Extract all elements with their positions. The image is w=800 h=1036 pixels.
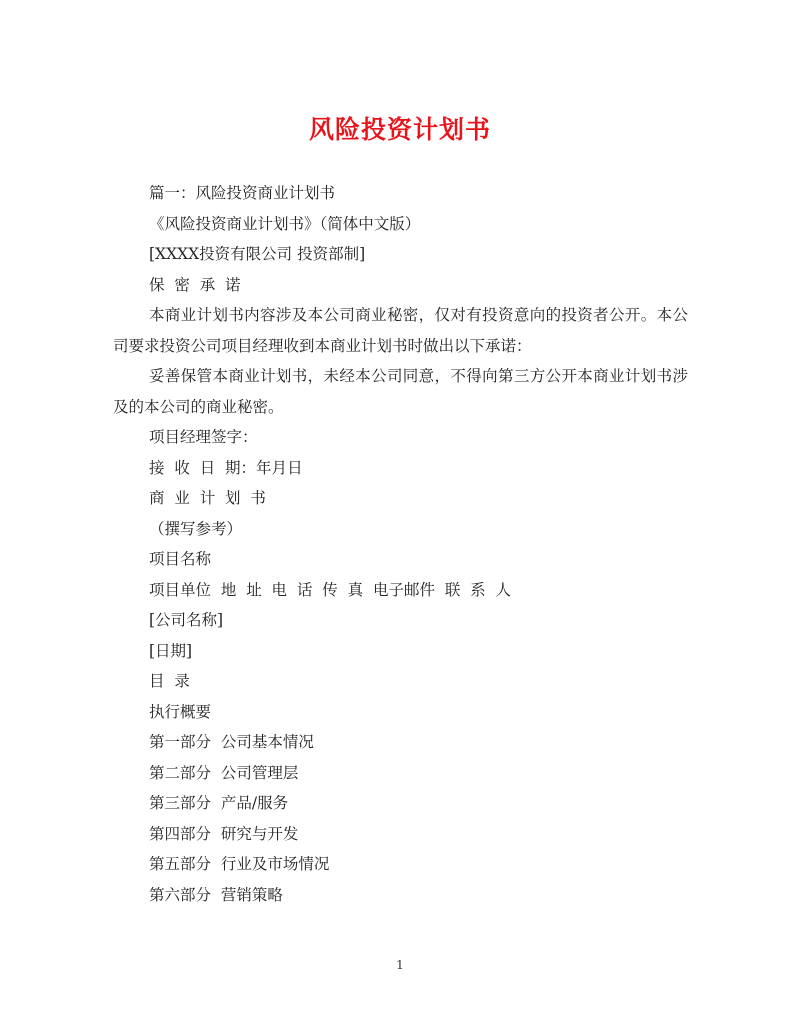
paragraph-confidentiality-text: 本商业计划书内容涉及本公司商业秘密，仅对有投资意向的投资者公开。本公司要求投资公司项目经理收到本商业计划书时做出以下承诺： bbox=[113, 306, 688, 355]
toc-item-part-6: 第六部分 营销策略 bbox=[149, 885, 283, 904]
paragraph-section-heading: 篇一：风险投资商业计划书 bbox=[149, 184, 336, 202]
paragraph-writing-reference: （撰写参考） bbox=[149, 519, 243, 538]
toc-item-part-5: 第五部分 行业及市场情况 bbox=[149, 855, 330, 873]
paragraph-book-title: 《风险投资商业计划书》（简体中文版） bbox=[149, 214, 421, 233]
page-title: 风险投资计划书 bbox=[308, 115, 491, 144]
paragraph-confidentiality-heading: 保 密 承 诺 bbox=[149, 275, 241, 294]
paragraph-manager-signature: 项目经理签字： bbox=[149, 428, 258, 446]
page-number: 1 bbox=[396, 958, 404, 972]
paragraph-plan-heading: 商 业 计 划 书 bbox=[149, 489, 266, 507]
paragraph-company-name: [公司名称] bbox=[149, 611, 224, 629]
paragraph-project-name: 项目名称 bbox=[149, 550, 212, 568]
document-body bbox=[113, 178, 688, 910]
toc-item-part-4: 第四部分 研究与开发 bbox=[149, 824, 299, 843]
toc-item-part-3: 第三部分 产品/服务 bbox=[149, 794, 289, 812]
paragraph-receipt-date: 接 收 日 期：年月日 bbox=[149, 458, 303, 477]
toc-item-part-2: 第二部分 公司管理层 bbox=[149, 763, 299, 782]
toc-item-part-1: 第一部分 公司基本情况 bbox=[149, 733, 314, 751]
paragraph-issuer: [XXXX投资有限公司 投资部制] bbox=[149, 245, 366, 263]
paragraph-custody-text: 妥善保管本商业计划书，未经本公司同意，不得向第三方公开本商业计划书涉及的本公司的商业秘密。 bbox=[113, 367, 688, 416]
toc-item-executive-summary: 执行概要 bbox=[149, 702, 212, 721]
paragraph-toc-heading: 目 录 bbox=[149, 672, 190, 690]
paragraph-project-unit: 项目单位 地 址 电 话 传 真 电子邮件 联 系 人 bbox=[149, 580, 512, 599]
paragraph-date: [日期] bbox=[149, 641, 193, 660]
